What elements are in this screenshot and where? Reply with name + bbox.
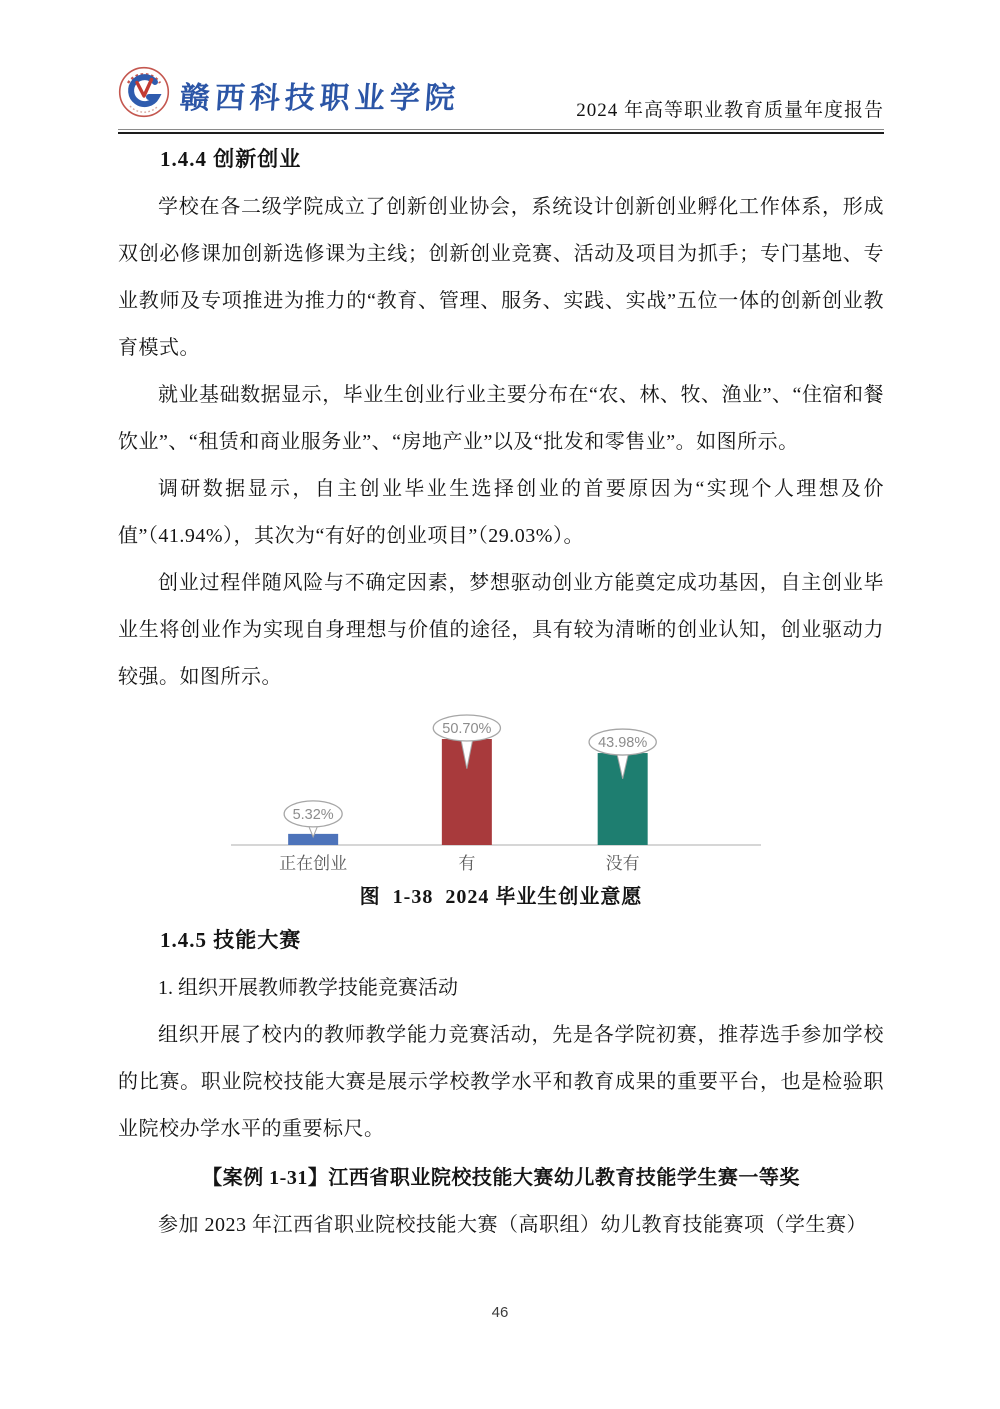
bar-chart-svg [231, 705, 761, 873]
paragraph: 创业过程伴随风险与不确定因素，梦想驱动创业方能奠定成功基因，自主创业毕业生将创业作为实现自身理想与价值的途径，具有较为清晰的创业认知，创业驱动力较强。如图所示。 [118, 572, 884, 688]
category-label: 正在创业 [279, 854, 348, 873]
paragraph: 就业基础数据显示，毕业生创业行业主要分布在“农、林、牧、渔业”、“住宿和餐饮业”、“租赁和商业服务业”、“房地产业”以及“批发和零售业”。如图所示。 [118, 384, 884, 453]
header-divider [118, 129, 884, 134]
paragraph: 组织开展了校内的教师教学能力竞赛活动，先是各学院初赛，推荐选手参加学校的比赛。职业院校技能大赛是展示学校教学水平和教育成果的重要平台，也是检验职业院校办学水平的重要标尺。 [118, 1024, 884, 1140]
section-heading-145: 1.4.5 技能大赛 [160, 928, 302, 952]
category-label: 没有 [605, 854, 640, 873]
value-label: 5.32% [292, 806, 334, 823]
page-number: 46 [491, 1304, 509, 1321]
case-heading: 【案例 1-31】江西省职业院校技能大赛幼儿教育技能学生赛一等奖 [202, 1167, 800, 1189]
paragraph: 参加 2023 年江西省职业院校技能大赛（高职组）幼儿教育技能赛项（学生赛） [158, 1214, 867, 1236]
category-label: 有 [458, 854, 476, 873]
paragraph: 学校在各二级学院成立了创新创业协会，系统设计创新创业孵化工作体系，形成双创必修课加创新选修课为主线；创新创业竞赛、活动及项目为抓手；专门基地、专业教师及专项推进为推力的“教育、管理、服务、实践、实战”五位一体的创新创业教育模式。 [118, 196, 884, 359]
school-brand [118, 66, 460, 123]
report-title: 2024 年高等职业教育质量年度报告 [576, 100, 884, 121]
value-label: 43.98% [598, 735, 648, 752]
value-label: 50.70% [442, 721, 492, 737]
numbered-subitem: 1. 组织开展教师教学技能竞赛活动 [158, 977, 458, 999]
figure-1-38 [231, 705, 771, 909]
school-name: 赣西科技职业学院 [178, 81, 461, 115]
entrepreneurship-bar-chart [231, 705, 771, 878]
figure-caption: 图 1-38 2024 毕业生创业意愿 [359, 886, 643, 908]
page-header [118, 66, 884, 134]
school-logo-icon [118, 66, 170, 123]
section-heading-144: 1.4.4 创新创业 [160, 147, 302, 171]
paragraph: 调研数据显示，自主创业毕业生选择创业的首要原因为“实现个人理想及价值”（41.94%），其次为“有好的创业项目”（29.03%）。 [118, 478, 884, 547]
page-content [118, 142, 884, 1249]
